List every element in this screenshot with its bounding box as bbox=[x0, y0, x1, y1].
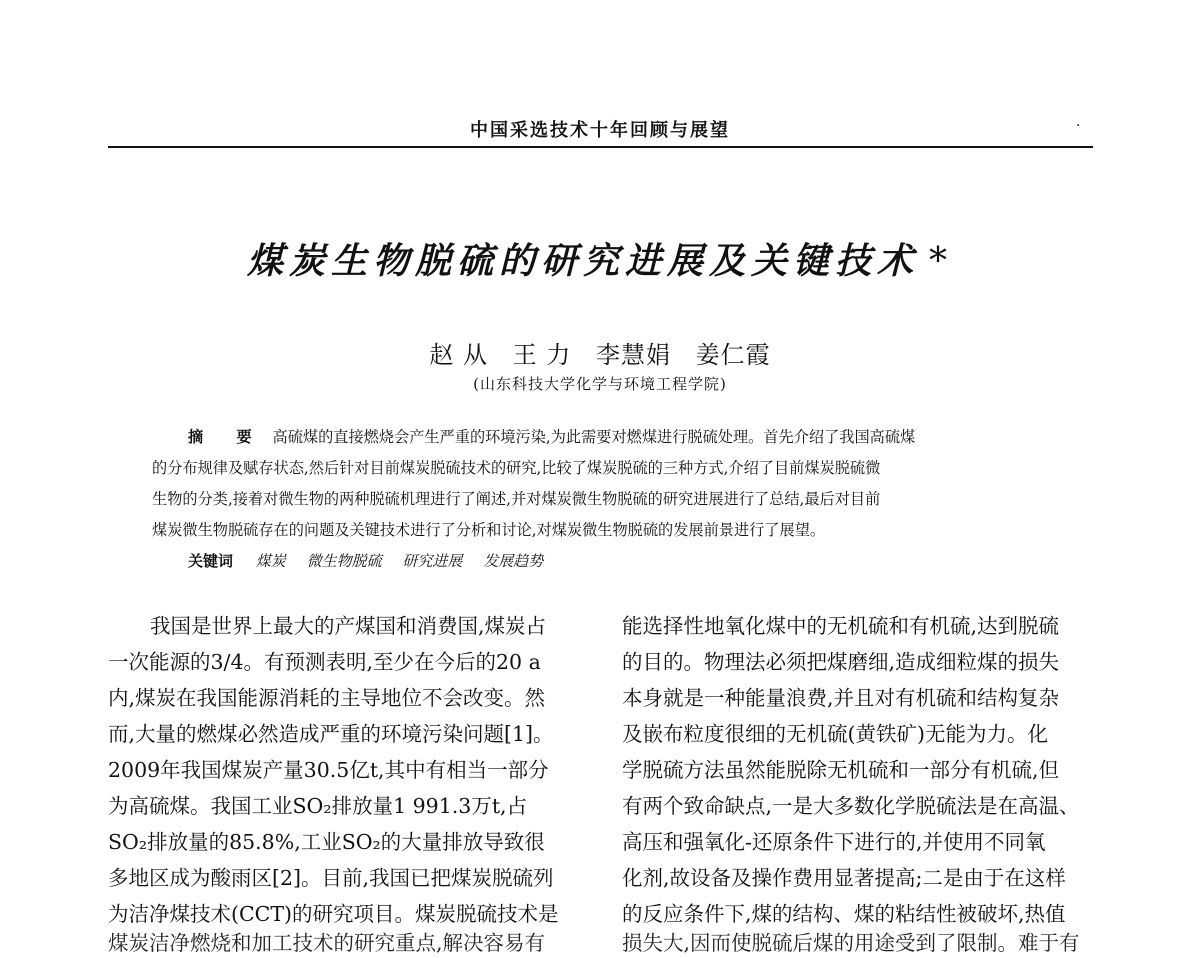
paper-title-text: 煤炭生物脱硫的研究进展及关键技术 bbox=[246, 240, 919, 282]
title-footnote-star: * bbox=[929, 241, 953, 282]
body-line-right: 能选择性地氧化煤中的无机硫和有机硫,达到脱硫 bbox=[622, 614, 1060, 638]
keywords bbox=[188, 550, 559, 571]
body-line-left: 为洁净煤技术(CCT)的研究项目。煤炭脱硫技术是 bbox=[108, 902, 559, 926]
abstract-line: 煤炭微生物脱硫存在的问题及关键技术进行了分析和讨论,对煤炭微生物脱硫的发展前景进行了展望。 bbox=[152, 521, 826, 539]
body-line-right: 学脱硫方法虽然能脱除无机硫和一部分有机硫,但 bbox=[622, 758, 1060, 782]
author-list bbox=[0, 335, 1200, 370]
author-name: 赵 从 bbox=[429, 341, 489, 369]
abstract-line: 的分布规律及赋存状态,然后针对目前煤炭脱硫技术的研究,比较了煤炭脱硫的三种方式,介绍了目前煤炭脱硫微 bbox=[152, 459, 881, 477]
running-header: 中国采选技术十年回顾与展望 bbox=[470, 120, 730, 141]
affiliation: (山东科技大学化学与环境工程学院) bbox=[473, 375, 727, 393]
body-line-left: 内,煤炭在我国能源消耗的主导地位不会改变。然 bbox=[108, 686, 546, 710]
abstract-line bbox=[188, 424, 1052, 450]
body-line-left: 2009年我国煤炭产量30.5亿t,其中有相当一部分 bbox=[108, 758, 549, 782]
body-line-right: 损失大,因而使脱硫后煤的用途受到了限制。难于有 bbox=[622, 931, 1080, 955]
author-name: 王 力 bbox=[512, 341, 572, 369]
paper-title bbox=[0, 233, 1200, 284]
body-line-right: 的目的。物理法必须把煤磨细,造成细粒煤的损失 bbox=[622, 650, 1060, 674]
keyword: 微生物脱硫 bbox=[306, 552, 382, 570]
body-line-right: 及嵌布粒度很细的无机硫(黄铁矿)无能为力。化 bbox=[622, 722, 1048, 746]
header-rule bbox=[108, 146, 1093, 148]
abstract-text: 高硫煤的直接燃烧会产生严重的环境污染,为此需要对燃煤进行脱硫处理。首先介绍了我国高硫煤 bbox=[272, 428, 916, 446]
body-line-right: 本身就是一种能量浪费,并且对有机硫和结构复杂 bbox=[622, 686, 1060, 710]
body-line-left: 煤炭洁净燃烧和加工技术的研究重点,解决容易有 bbox=[108, 931, 546, 955]
header-dot: · bbox=[1076, 118, 1081, 134]
body-line-right: 化剂,故设备及操作费用显著提高;二是由于在这样 bbox=[622, 866, 1066, 890]
body-line-right: 高压和强氧化-还原条件下进行的,并使用不同氧 bbox=[622, 830, 1046, 854]
keywords-label: 关键词 bbox=[188, 552, 234, 570]
body-line-right: 有两个致命缺点,一是大多数化学脱硫法是在高温、 bbox=[622, 794, 1080, 818]
body-line-left: 我国是世界上最大的产煤国和消费国,煤炭占 bbox=[150, 614, 547, 638]
abstract-label: 摘 要 bbox=[188, 428, 266, 446]
keyword: 煤炭 bbox=[255, 552, 286, 570]
keyword: 发展趋势 bbox=[483, 552, 544, 570]
author-name: 姜仁霞 bbox=[695, 341, 771, 369]
body-line-right: 的反应条件下,煤的结构、煤的粘结性被破坏,热值 bbox=[622, 902, 1066, 926]
keyword: 研究进展 bbox=[402, 552, 463, 570]
author-name: 李慧娟 bbox=[595, 341, 671, 369]
abstract-line: 生物的分类,接着对微生物的两种脱硫机理进行了阐述,并对煤炭微生物脱硫的研究进展进行了总结,最后对目前 bbox=[152, 490, 881, 508]
body-line-left: SO₂排放量的85.8%,工业SO₂的大量排放导致很 bbox=[108, 830, 545, 854]
body-line-left: 多地区成为酸雨区[2]。目前,我国已把煤炭脱硫列 bbox=[108, 866, 554, 890]
body-line-left: 一次能源的3/4。有预测表明,至少在今后的20 a bbox=[108, 650, 541, 674]
body-line-left: 为高硫煤。我国工业SO₂排放量1 991.3万t,占 bbox=[108, 794, 528, 818]
body-line-left: 而,大量的燃煤必然造成严重的环境污染问题[1]。 bbox=[108, 722, 554, 746]
